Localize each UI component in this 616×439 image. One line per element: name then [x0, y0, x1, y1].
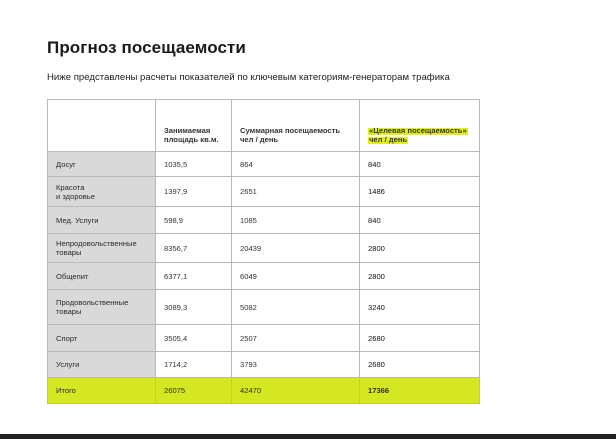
header-total-line1: Суммарная посещаемость [240, 126, 341, 135]
header-area [156, 100, 232, 152]
page-title: Прогноз посещаемости [47, 38, 246, 57]
row-category-line1: Непродовольственные [56, 239, 137, 248]
page-subtitle: Ниже представлены расчеты показателей по ключевым категориям-генераторам трафика [47, 72, 450, 83]
table-row [48, 177, 480, 207]
header-empty-cell [48, 100, 156, 152]
row-target: 2800 [360, 263, 480, 290]
total-row [48, 378, 480, 404]
total-visits: 42470 [232, 378, 360, 404]
attendance-forecast-table [47, 99, 480, 404]
table-row [48, 152, 480, 177]
table-row [48, 207, 480, 234]
header-area-line1: Занимаемая [164, 126, 211, 135]
row-visits: 2651 [232, 177, 360, 207]
table-row [48, 325, 480, 352]
header-total-line2: чел / день [240, 135, 279, 144]
row-category-line2: товары [56, 307, 82, 316]
row-visits: 2507 [232, 325, 360, 352]
table-row [48, 263, 480, 290]
row-target: 2680 [360, 352, 480, 378]
row-category-line1: Продовольственные [56, 298, 129, 307]
table-row [48, 352, 480, 378]
row-visits: 1085 [232, 207, 360, 234]
row-category-line1: Красота [56, 182, 85, 192]
row-target: 840 [360, 152, 480, 177]
row-category: Спорт [48, 325, 156, 352]
row-visits: 864 [232, 152, 360, 177]
row-visits: 3793 [232, 352, 360, 378]
row-category-line2: товары [56, 248, 82, 257]
row-area: 6377,1 [156, 263, 232, 290]
row-area: 1397,9 [156, 177, 232, 207]
header-target-line2: чел / день [369, 135, 408, 144]
table-row [48, 290, 480, 325]
row-area: 1714,2 [156, 352, 232, 378]
row-category [48, 290, 156, 325]
table-header-row [48, 100, 480, 152]
row-category: Досуг [48, 152, 156, 177]
row-category: Мед. Услуги [48, 207, 156, 234]
row-area: 3505,4 [156, 325, 232, 352]
table-row [48, 234, 480, 263]
row-area: 3089,3 [156, 290, 232, 325]
header-target-line1: «Целевая посещаемость» [369, 126, 467, 135]
row-area: 1035,5 [156, 152, 232, 177]
row-target: 840 [360, 207, 480, 234]
row-visits: 6049 [232, 263, 360, 290]
row-target: 1486 [360, 177, 480, 207]
total-target: 17366 [360, 378, 480, 404]
header-total-visits [232, 100, 360, 152]
row-target: 3240 [360, 290, 480, 325]
total-area: 26075 [156, 378, 232, 404]
row-category [48, 177, 156, 207]
bottom-divider [0, 434, 616, 439]
row-area: 8356,7 [156, 234, 232, 263]
row-area: 598,9 [156, 207, 232, 234]
row-visits: 20439 [232, 234, 360, 263]
header-area-line2: площадь кв.м. [164, 135, 219, 144]
row-category [48, 234, 156, 263]
row-target: 2680 [360, 325, 480, 352]
row-category: Услуги [48, 352, 156, 378]
row-visits: 5082 [232, 290, 360, 325]
header-target-visits [360, 100, 480, 152]
row-category-line2: и здоровье [56, 191, 95, 201]
row-target: 2800 [360, 234, 480, 263]
total-label: Итого [48, 378, 156, 404]
row-category: Общепит [48, 263, 156, 290]
